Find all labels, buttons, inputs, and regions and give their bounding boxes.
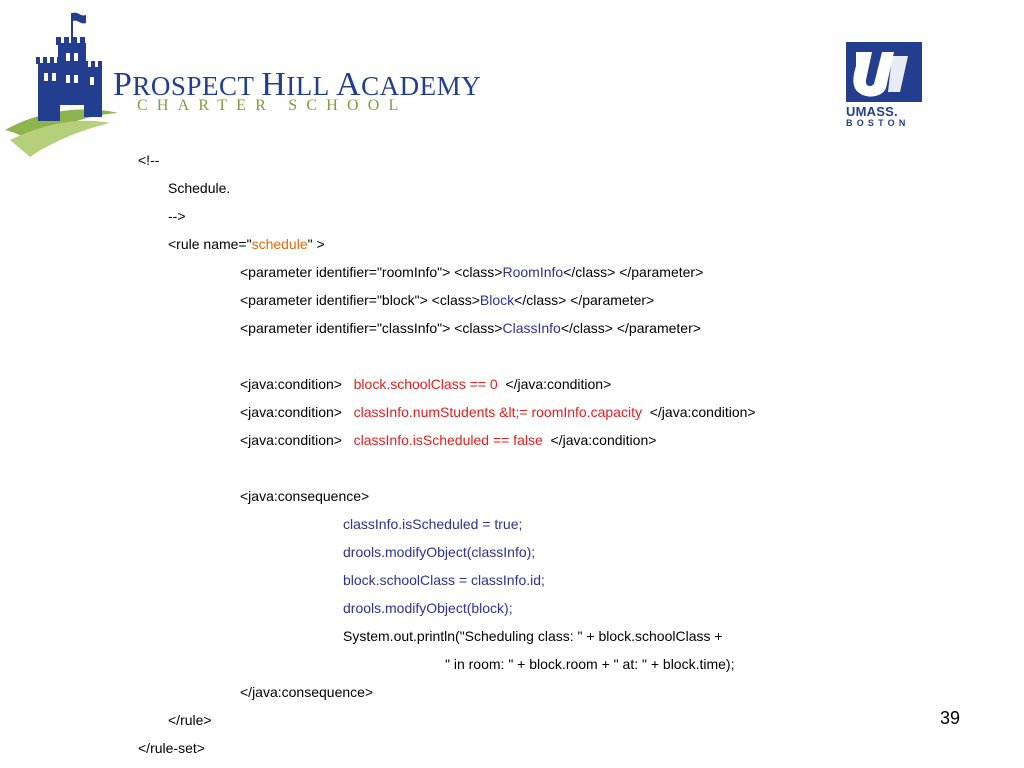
code-line-condition-1 (240, 376, 611, 392)
code-line-rule-open (168, 236, 325, 252)
code-line-consequence-2: drools.modifyObject(classInfo); (343, 544, 536, 560)
code-text: </java:condition> (497, 376, 612, 392)
condition-expression: classInfo.numStudents &lt;= roomInfo.capacity (353, 404, 642, 420)
code-text: " > (307, 236, 325, 252)
page-number: 39 (940, 708, 961, 728)
umass-boston-subtitle: BOSTON (846, 118, 910, 128)
code-text: <parameter identifier="block"> <class> (240, 292, 480, 308)
code-line-consequence-open: <java:consequence> (240, 488, 370, 504)
code-line-consequence-4: drools.modifyObject(block); (343, 600, 513, 616)
code-text: <java:condition> (240, 432, 354, 448)
code-text: </class> </parameter> (563, 264, 704, 280)
code-line-param-classinfo (240, 320, 701, 336)
code-line-rule-close: </rule> (168, 712, 212, 728)
umass-name: UMASS. (846, 104, 898, 119)
code-text: </class> </parameter> (560, 320, 701, 336)
code-text: <parameter identifier="roomInfo"> <class> (240, 264, 503, 280)
code-text: </class> </parameter> (514, 292, 655, 308)
condition-expression: classInfo.isScheduled == false (353, 432, 543, 448)
class-name-classinfo: ClassInfo (502, 320, 561, 336)
class-name-block: Block (479, 292, 515, 308)
code-line-param-roominfo (240, 264, 703, 280)
code-line-consequence-close: </java:consequence> (240, 684, 374, 700)
code-text: <rule name=" (168, 236, 252, 252)
code-line-condition-3 (240, 432, 656, 448)
code-line-consequence-3: block.schoolClass = classInfo.id; (343, 572, 545, 588)
condition-expression: block.schoolClass == 0 (353, 376, 498, 392)
code-text: <parameter identifier="classInfo"> <class> (240, 320, 503, 336)
class-name-roominfo: RoomInfo (502, 264, 564, 280)
code-line-param-block (240, 292, 654, 308)
code-line-consequence-1: classInfo.isScheduled = true; (343, 516, 523, 532)
prospect-hill-academy-name: PROSPECT HILL ACADEMY (113, 66, 482, 103)
rule-name-value: schedule (251, 236, 308, 252)
charter-school-subtitle: CHARTER SCHOOL (137, 97, 408, 114)
code-text: </java:condition> (641, 404, 756, 420)
code-line-println-continued: " in room: " + block.room + " at: " + block.time); (445, 656, 735, 672)
code-line-println: System.out.println("Scheduling class: " + block.schoolClass + (343, 628, 723, 644)
code-text: <java:condition> (240, 376, 354, 392)
code-line-comment-close: --> (168, 208, 186, 224)
code-line-ruleset-close: </rule-set> (138, 740, 205, 756)
code-text: </java:condition> (542, 432, 657, 448)
code-line-comment-open: <!-- (138, 152, 160, 168)
code-line-condition-2 (240, 404, 756, 420)
code-text: <java:condition> (240, 404, 354, 420)
code-line-schedule-comment: Schedule. (168, 180, 231, 196)
